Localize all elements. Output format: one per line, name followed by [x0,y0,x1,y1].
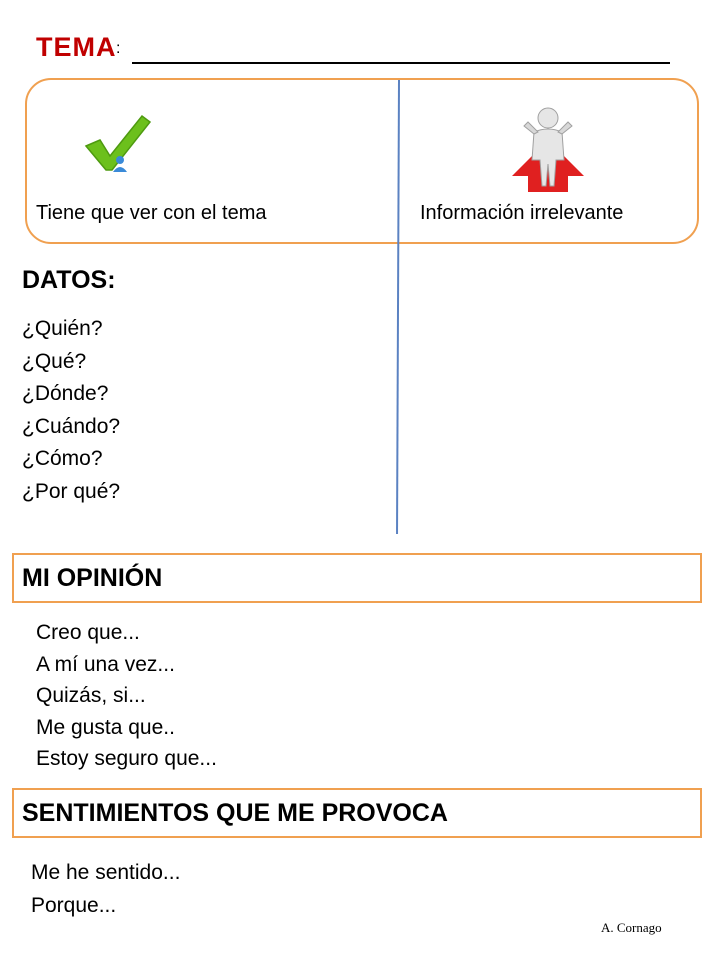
person-icon [510,104,586,194]
opinion-prompt: A mí una vez... [36,652,175,676]
question-item: ¿Por qué? [22,479,121,503]
feelings-prompts [31,856,180,922]
opinion-prompt: Quizás, si... [36,684,146,707]
question-item: ¿Cómo? [22,447,103,470]
feelings-section-header [12,788,702,838]
feelings-title: SENTIMIENTOS QUE ME PROVOCA [22,799,448,827]
opinion-prompt: Estoy seguro que... [36,747,217,770]
question-item: ¿Cuándo? [22,414,121,438]
tema-label: TEMA [36,32,117,62]
opinion-prompt: Creo que... [36,621,140,644]
opinion-prompt: Me gusta que.. [36,715,175,739]
tema-colon: : [116,40,121,57]
feelings-prompt: Porque... [31,894,117,917]
opinion-section-header [12,553,702,603]
question-item: ¿Dónde? [22,382,109,405]
tema-answer-line [132,62,670,64]
relevant-column-label: Tiene que ver con el tema [36,202,267,224]
datos-title: DATOS: [22,266,116,294]
opinion-prompts [36,617,217,775]
questions-list [22,313,120,508]
checkmark-icon [80,110,152,178]
author-credit: A. Cornago [601,920,662,935]
irrelevant-column-label: Información irrelevante [420,202,624,224]
feelings-prompt: Me he sentido... [31,861,181,884]
opinion-title: MI OPINIÓN [22,564,163,592]
question-item: ¿Qué? [22,349,87,373]
question-item: ¿Quién? [22,317,103,340]
